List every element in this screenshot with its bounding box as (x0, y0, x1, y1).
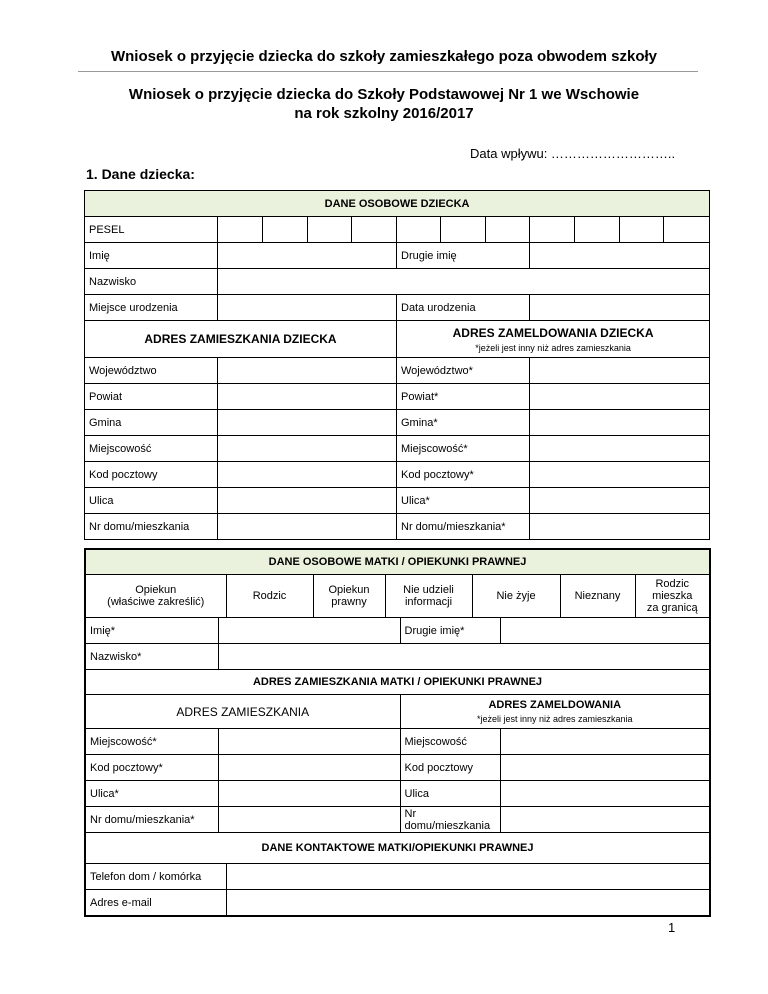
option-parent[interactable]: Rodzic (226, 575, 313, 618)
address-field-input[interactable] (500, 781, 710, 807)
child-residence-address-heading: ADRES ZAMIESZKANIA DZIECKA (85, 321, 397, 358)
address-field-label: Kod pocztowy* (85, 755, 218, 781)
address-field-label: Miejscowość* (85, 729, 218, 755)
mother-surname-label: Nazwisko* (85, 644, 218, 670)
page-number: 1 (668, 920, 676, 935)
mother-address-heading: ADRES ZAMIESZKANIA MATKI / OPIEKUNKI PRAWNEJ (85, 670, 710, 695)
mother-data-table (84, 548, 711, 917)
birth-place-field[interactable] (218, 295, 397, 321)
pesel-digit-box[interactable] (530, 217, 575, 243)
address-field-input[interactable] (530, 358, 710, 384)
option-no-info-line2: informacji (404, 596, 453, 608)
section-child-data: 1. Dane dziecka: (86, 166, 195, 182)
phone-field[interactable] (226, 864, 710, 890)
address-field-input[interactable] (218, 781, 400, 807)
option-lives-abroad[interactable] (635, 575, 710, 618)
address-field-input[interactable] (530, 410, 710, 436)
option-legal-line1: Opiekun (328, 584, 370, 596)
header-rule (78, 71, 698, 72)
option-unknown[interactable]: Nieznany (560, 575, 635, 618)
address-field-label: Kod pocztowy (85, 462, 218, 488)
document-header: Wniosek o przyjęcie dziecka do szkoły zamieszkałego poza obwodem szkoły (110, 48, 657, 65)
pesel-digit-box[interactable] (441, 217, 486, 243)
address-field-input[interactable] (500, 729, 710, 755)
address-field-label: Nr domu/mieszkania (400, 807, 500, 833)
address-field-label: Kod pocztowy (400, 755, 500, 781)
birth-date-label: Data urodzenia (397, 295, 530, 321)
address-field-label: Powiat (85, 384, 218, 410)
mother-residence-address-heading: ADRES ZAMIESZKANIA (85, 695, 400, 729)
address-field-input[interactable] (218, 436, 397, 462)
mother-registration-address-title: ADRES ZAMELDOWANIA (488, 699, 622, 711)
child-data-table (84, 190, 710, 540)
phone-label: Telefon dom / komórka (85, 864, 226, 890)
mother-contact-heading: DANE KONTAKTOWE MATKI/OPIEKUNKI PRAWNEJ (85, 833, 710, 864)
receipt-date: Data wpływu: ……………………….. (470, 146, 676, 161)
address-field-input[interactable] (218, 729, 400, 755)
mother-surname-field[interactable] (218, 644, 710, 670)
pesel-digit-box[interactable] (263, 217, 308, 243)
address-field-label: Województwo (85, 358, 218, 384)
address-field-label: Ulica* (397, 488, 530, 514)
child-registration-address-title: ADRES ZAMELDOWANIA DZIECKA (452, 325, 654, 340)
address-field-label: Nr domu/mieszkania* (85, 807, 218, 833)
mother-registration-address-note: *jeżeli jest inny niż adres zamieszkania (476, 714, 633, 724)
child-data-heading: DANE OSOBOWE DZIECKA (85, 191, 710, 217)
mother-first-name-label: Imię* (85, 618, 218, 644)
child-registration-address-note: *jeżeli jest inny niż adres zamieszkania (475, 342, 631, 353)
mother-second-name-field[interactable] (500, 618, 710, 644)
mother-first-name-field[interactable] (218, 618, 400, 644)
address-field-label: Gmina (85, 410, 218, 436)
pesel-digit-box[interactable] (575, 217, 620, 243)
pesel-digit-box[interactable] (352, 217, 397, 243)
address-field-input[interactable] (218, 755, 400, 781)
address-field-input[interactable] (530, 514, 710, 540)
child-first-name-label: Imię (85, 243, 218, 269)
birth-date-field[interactable] (530, 295, 710, 321)
pesel-digit-box[interactable] (308, 217, 352, 243)
title-line-1: Wniosek o przyjęcie dziecka do Szkoły Podstawowej Nr 1 we Wschowie (128, 86, 640, 103)
address-field-input[interactable] (218, 410, 397, 436)
option-legal-guardian[interactable] (313, 575, 385, 618)
pesel-digit-box[interactable] (620, 217, 664, 243)
address-field-input[interactable] (530, 436, 710, 462)
option-no-info-line1: Nie udzieli (403, 584, 454, 596)
email-field[interactable] (226, 890, 710, 917)
address-field-label: Miejscowość (400, 729, 500, 755)
pesel-digit-box[interactable] (218, 217, 263, 243)
address-field-label: Powiat* (397, 384, 530, 410)
address-field-label: Nr domu/mieszkania (85, 514, 218, 540)
form-title (0, 85, 768, 123)
address-field-label: Gmina* (397, 410, 530, 436)
option-abroad-line2: mieszka (652, 590, 693, 602)
pesel-label: PESEL (85, 217, 218, 243)
address-field-input[interactable] (530, 488, 710, 514)
pesel-digit-box[interactable] (397, 217, 441, 243)
address-field-input[interactable] (218, 807, 400, 833)
address-field-input[interactable] (500, 807, 710, 833)
option-deceased[interactable]: Nie żyje (472, 575, 560, 618)
address-field-input[interactable] (530, 384, 710, 410)
address-field-label: Kod pocztowy* (397, 462, 530, 488)
title-line-2: na rok szkolny 2016/2017 (294, 105, 474, 122)
option-abroad-line3: za granicą (646, 602, 698, 614)
child-second-name-label: Drugie imię (397, 243, 530, 269)
birth-place-label: Miejsce urodzenia (85, 295, 218, 321)
child-first-name-field[interactable] (218, 243, 397, 269)
pesel-digit-box[interactable] (664, 217, 710, 243)
option-legal-line2: prawny (331, 596, 367, 608)
address-field-label: Województwo* (397, 358, 530, 384)
address-field-input[interactable] (218, 358, 397, 384)
option-abroad-line1: Rodzic (655, 578, 690, 590)
address-field-input[interactable] (500, 755, 710, 781)
guardian-label-line2: (właściwe zakreślić) (107, 596, 205, 608)
address-field-label: Ulica (400, 781, 500, 807)
child-surname-field[interactable] (218, 269, 710, 295)
address-field-input[interactable] (218, 462, 397, 488)
guardian-label-line1: Opiekun (135, 584, 177, 596)
address-field-label: Ulica* (85, 781, 218, 807)
address-field-input[interactable] (530, 462, 710, 488)
child-second-name-field[interactable] (530, 243, 710, 269)
address-field-label: Nr domu/mieszkania* (397, 514, 530, 540)
mother-registration-address-heading (400, 695, 710, 729)
address-field-label: Miejscowość* (397, 436, 530, 462)
option-no-info[interactable] (385, 575, 472, 618)
email-label: Adres e-mail (85, 890, 226, 917)
mother-data-heading: DANE OSOBOWE MATKI / OPIEKUNKI PRAWNEJ (85, 549, 710, 575)
mother-second-name-label: Drugie imię* (400, 618, 500, 644)
address-field-label: Ulica (85, 488, 218, 514)
pesel-digit-box[interactable] (486, 217, 530, 243)
address-field-label: Miejscowość (85, 436, 218, 462)
address-field-input[interactable] (218, 514, 397, 540)
address-field-input[interactable] (218, 488, 397, 514)
address-field-input[interactable] (218, 384, 397, 410)
child-registration-address-heading (397, 321, 710, 358)
guardian-type-label (85, 575, 226, 618)
child-surname-label: Nazwisko (85, 269, 218, 295)
